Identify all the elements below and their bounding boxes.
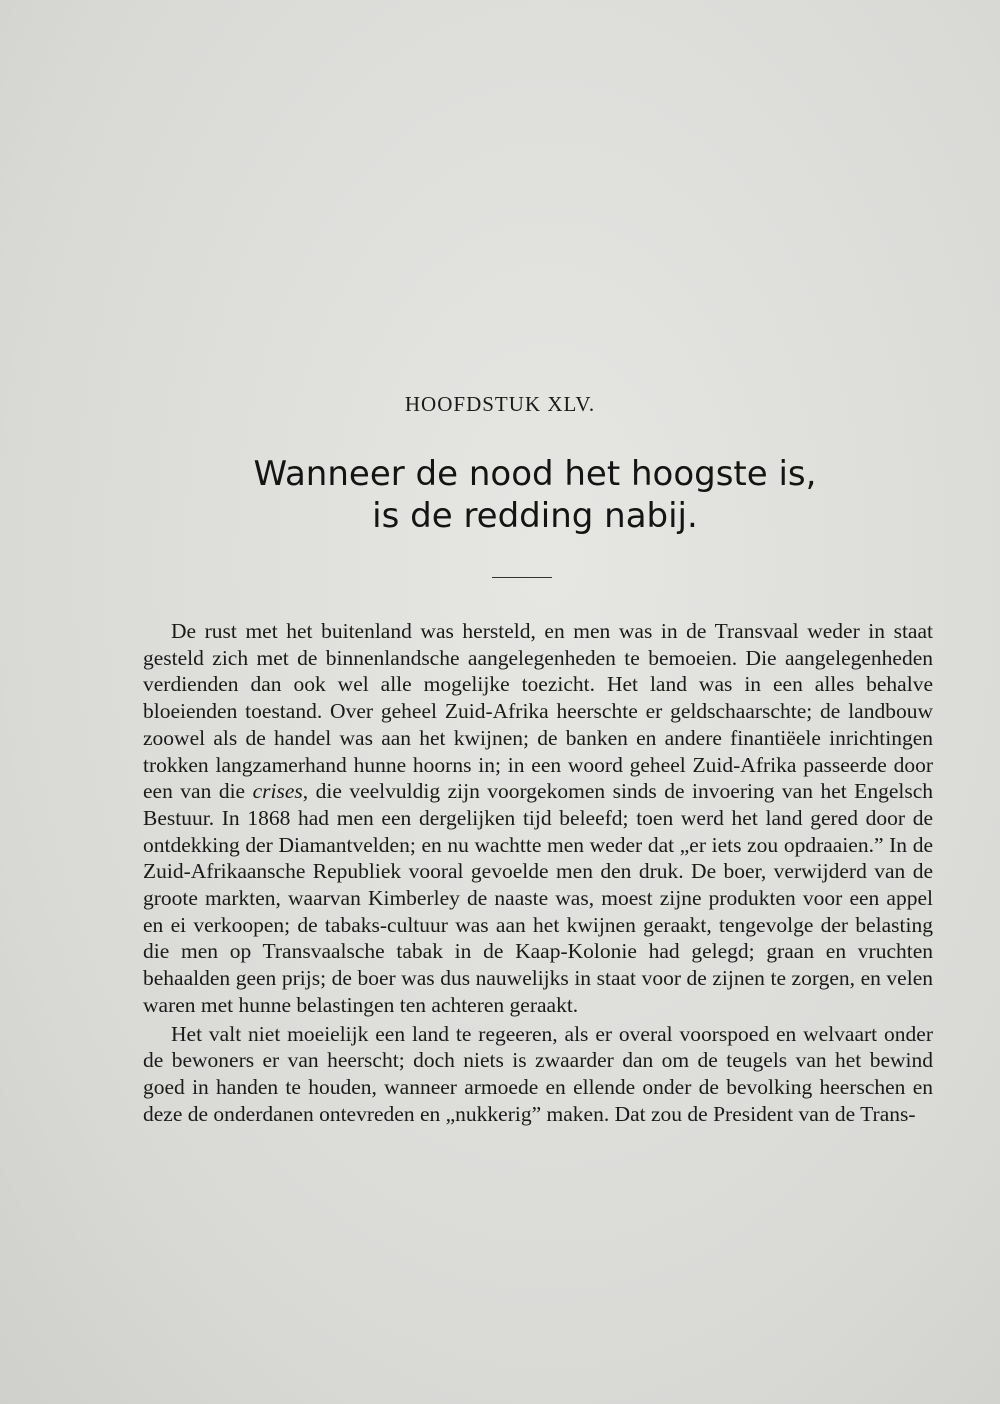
paragraph-1-italic: crises: [252, 779, 303, 804]
chapter-title-line-1: Wanneer de nood het hoogste is,: [253, 454, 817, 494]
body-text: [143, 618, 933, 1127]
paragraph-2: Het valt niet moeielijk een land te regeeren, als er overal voorspoed en welvaart onder de bewoners er van heerscht; doch niets is zwaarder dan om de teugels van het bewind goed in handen te houden, wanneer armoede en ellende onder de bevolking heerschen en deze de onderdanen ontevreden en „nukkerig” maken. Dat zou de President van de Trans-: [143, 1021, 933, 1126]
paragraph-1-part-2: , die veelvuldig zijn voorgekomen sinds de invoering van het Engelsch Bestuur. In 1868 had men een dergelijken tijd beleefd; toen werd het land gered door de ontdekking der Diamantvelden; en nu wachtte men weder dat „er iets zou opdraaien.” In de Zuid-Afrikaansche Republiek vooral gevoelde men den druk. De boer, verwijderd van de groote markten, waarvan Kimberley de naaste was, moest zijne produkten voor een appel en ei verkoopen; de tabaks-cultuur was aan het kwijnen geraakt, tengevolge der belasting die men op Transvaalsche tabak in de Kaap-Kolonie had gelegd; graan en vruchten behaalden geen prijs; de boer was dus nauwelijks in staat voor de zijnen te zorgen, en velen waren met hunne belastingen ten achteren geraakt.: [143, 779, 933, 1017]
chapter-heading: HOOFDSTUK XLV.: [404, 392, 596, 416]
paragraph-1-part-1: De rust met het buitenland was hersteld, en men was in de Transvaal weder in staat gesteld zich met de binnenlandsche aangelegenheden te bemoeien. Die aangelegenheden verdienden dan ook wel alle mogelijke toezicht. Het land was in een alles behalve bloeienden toestand. Over geheel Zuid-Afrika heerschte er geldschaarschte; de landbouw zoowel als de handel was aan het kwijnen; de banken en andere finantiëele inrichtingen trokken langzamerhand hunne hoorns in; in een woord geheel Zuid-Afrika passeerde door een van die: [143, 619, 933, 804]
paragraph-1: [143, 618, 933, 1019]
section-divider: [492, 577, 552, 578]
chapter-title: [220, 453, 850, 537]
chapter-title-line-2: is de redding nabij.: [372, 496, 698, 536]
